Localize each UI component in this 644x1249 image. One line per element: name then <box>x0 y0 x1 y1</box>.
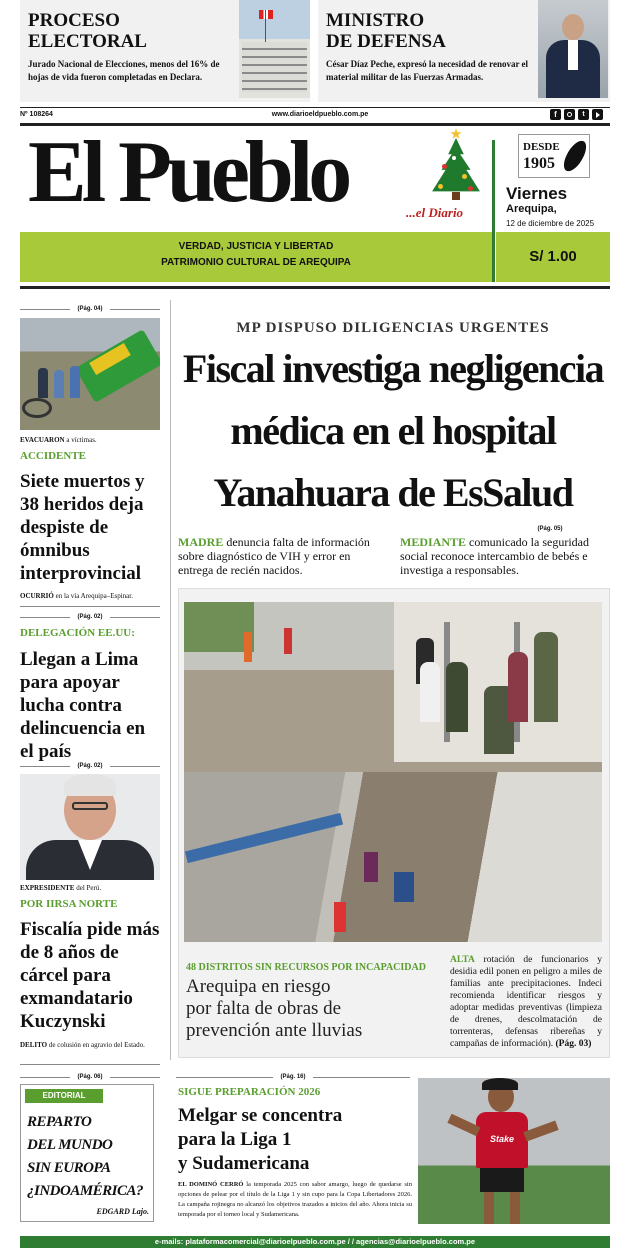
photo-caption: EXPRESIDENTE del Perú. <box>20 884 102 892</box>
since-badge: DESDE 1905 <box>518 134 590 178</box>
sports-headline[interactable]: Melgar se concentra para la Liga 1 y Sudamericana <box>178 1105 343 1174</box>
story-headline[interactable]: Siete muertos y 38 heridos deja despiste de ómnibus interprovincial <box>20 471 145 584</box>
editorial-label: EDITORIAL <box>25 1089 103 1103</box>
date-city: Arequipa, <box>506 203 557 215</box>
teaser-text: César Díaz Peche, expresó la necesidad de renovar el material militar de las Fuerzas Armadas. <box>326 59 529 82</box>
date-full: 12 de diciembre de 2025 <box>506 219 595 228</box>
story-kicker: ACCIDENTE <box>20 450 87 462</box>
page-ref: (Pág. 05) <box>537 526 563 532</box>
teaser-title: MINISTRO DE DEFENSA <box>326 10 446 52</box>
main-kicker: MP DISPUSO DILIGENCIAS URGENTES <box>236 320 550 336</box>
main-col-2: MEDIANTE comunicado la seguridad social reconoce intercambio de bebés e investiga a responsables. <box>400 535 589 577</box>
teaser-text: Jurado Nacional de Elecciones, menos del 16% de hojas de vida fueron completadas en Declara. <box>28 59 220 82</box>
photo-story-body: ALTA rotación de funcionarios y desidia edil ponen en peligro a miles de familias ante precipitaciones. Indeci recomienda identificar riesgos y adoptar medidas preventivas (limpieza de drenes, descolmatación de torrenteras, defensas ribereñas y campañas de información). (Pág. 03) <box>450 955 603 1049</box>
christmas-tree-icon <box>424 128 488 202</box>
facebook-icon[interactable]: f <box>550 109 561 120</box>
sports-kicker: SIGUE PREPARACIÓN 2026 <box>178 1086 321 1098</box>
teaser-title: PROCESO ELECTORAL <box>28 10 147 52</box>
quill-icon <box>561 137 590 175</box>
story-footnote: DELITO de colusión en agravio del Estado. <box>20 1041 145 1049</box>
kuczynski-photo <box>20 774 160 880</box>
footer-bar <box>20 1236 610 1248</box>
editorial-box[interactable] <box>20 1084 154 1222</box>
teaser-electoral[interactable] <box>20 0 310 102</box>
twitter-icon[interactable]: t <box>578 109 589 120</box>
story-headline[interactable]: Llegan a Lima para apoyar lucha contra delincuencia en el país <box>20 649 146 762</box>
story-footnote: OCURRIÓ en la vía Arequipa–Espinar. <box>20 592 133 600</box>
building-photo <box>239 0 310 98</box>
main-headline[interactable]: Fiscal investiga negligencia médica en el hospital Yanahuara de EsSalud <box>182 346 604 515</box>
jersey-sponsor: Stake <box>489 1134 515 1144</box>
workers-photo <box>184 602 602 942</box>
story-kicker: DELEGACIÓN EE.UU: <box>20 627 135 639</box>
website-link[interactable]: www.diarioeldpueblo.com.pe <box>271 111 369 118</box>
photo-caption: EVACUARON a víctimas. <box>20 436 97 444</box>
price-box: S/ 1.00 <box>496 232 610 282</box>
photo-story-kicker: 48 DISTRITOS SIN RECURSOS POR INCAPACIDAD <box>186 962 426 973</box>
story-kicker: POR IIRSA NORTE <box>20 898 118 910</box>
melgar-player-photo <box>418 1078 610 1224</box>
logo-subtitle: ...el Diario <box>406 205 464 220</box>
editorial-title: REPARTO DEL MUNDO SIN EUROPA ¿INDOAMÉRICA? <box>27 1114 144 1199</box>
sports-body: EL DOMINÓ CERRÓ la temporada 2025 con sabor amargo, luego de quedarse sin opciones de pelear por el título de la Liga 1 y sin cupo para la Copa Libertadores 2026. La campaña rojinegra no alcanzó los objetivos trazados a inicios del año. Ahora inicia su temporada por el torneo local y Sudamericana. <box>178 1181 412 1218</box>
story-headline[interactable]: Fiscalía pide más de 8 años de cárcel para exmandatario Kuczynski <box>20 919 160 1032</box>
logo-text: El Pueblo <box>28 124 348 221</box>
motto-band: VERDAD, JUSTICIA Y LIBERTAD PATRIMONIO CULTURAL DE AREQUIPA <box>20 232 492 282</box>
issue-number: Nº 108264 <box>20 111 53 118</box>
footer-emails[interactable]: e-mails: plataformacomercial@diarioelpueblo.com.pe / / agencias@diarioelpueblo.com.pe <box>154 1237 476 1246</box>
masthead-logo[interactable] <box>28 124 464 228</box>
bus-accident-photo <box>20 318 160 430</box>
editorial-author: EDGARD Lajo. <box>96 1207 149 1216</box>
photo-story-headline[interactable]: Arequipa en riesgo por falta de obras de prevención ante lluvias <box>186 976 363 1041</box>
teaser-defense[interactable] <box>318 0 610 102</box>
social-icons <box>550 109 608 121</box>
youtube-icon[interactable] <box>592 109 603 120</box>
instagram-icon[interactable] <box>564 109 575 120</box>
minister-photo <box>538 0 608 98</box>
date-day: Viernes <box>506 184 568 203</box>
main-col-1: MADRE denuncia falta de información sobre diagnóstico de VIH y error en entrega de recién nacidos. <box>178 535 370 577</box>
